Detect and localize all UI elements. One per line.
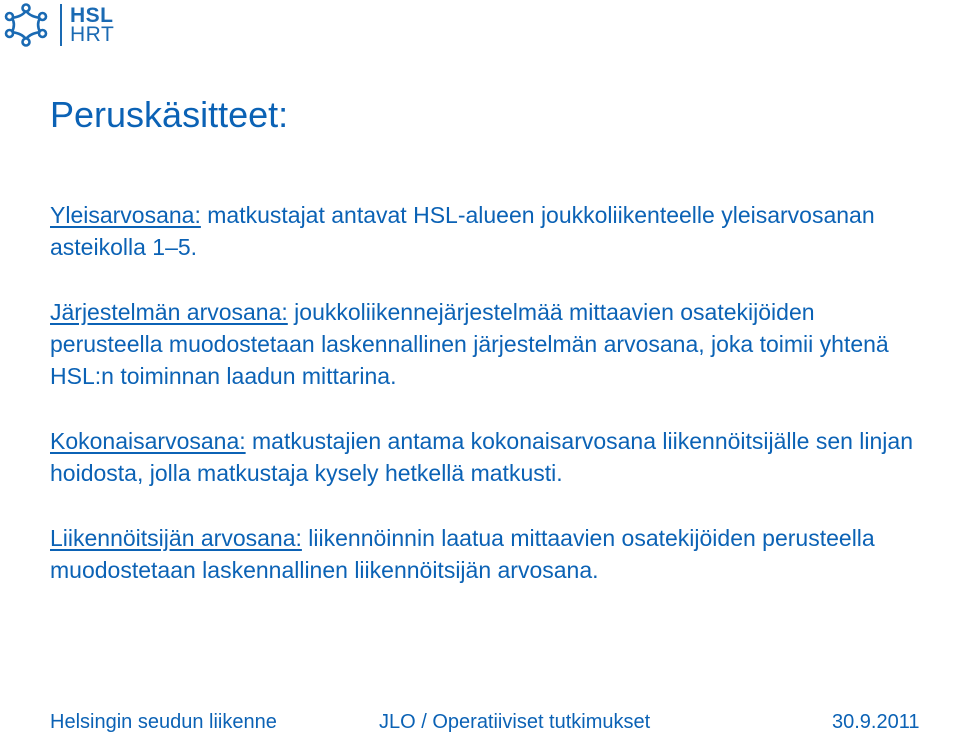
definition-text-jarjestelman-arvosana: joukkoliikennejärjestelmää mittaavien osatekijöiden perusteella muodostetaan laskennallinen järjestelmän arvosana, joka toimii yhtenä HSL:n toiminnan laadun mittarina. <box>50 299 889 389</box>
hsl-logo <box>4 2 114 48</box>
logo-line-hrt: HRT <box>70 23 115 46</box>
logo-line-hsl: HSL <box>70 4 114 27</box>
definition-jarjestelman-arvosana <box>50 296 930 392</box>
definition-text-yleisarvosana: matkustajat antavat HSL-alueen joukkoliikenteelle yleisarvosanan asteikolla 1–5. <box>50 202 875 260</box>
definition-liikennoitsijan-arvosana <box>50 522 930 586</box>
term-kokonaisarvosana: Kokonaisarvosana: <box>50 428 246 454</box>
definition-yleisarvosana <box>50 199 930 263</box>
definition-text-liikennoitsijan-arvosana: liikennöinnin laatua mittaavien osatekijöiden perusteella muodostetaan laskennallinen liikennöitsijän arvosana. <box>50 525 875 583</box>
logo-wordmark <box>70 6 114 44</box>
term-liikennoitsijan-arvosana: Liikennöitsijän arvosana: <box>50 525 302 551</box>
term-yleisarvosana: Yleisarvosana: <box>50 202 201 228</box>
logo-divider <box>60 4 62 46</box>
footer-department: JLO / Operatiiviset tutkimukset <box>379 711 651 733</box>
definition-kokonaisarvosana <box>50 425 930 489</box>
hsl-snowflake-icon <box>4 3 48 47</box>
slide-body <box>50 199 930 619</box>
footer-date: 30.9.2011 <box>832 711 920 733</box>
footer-organization: Helsingin seudun liikenne <box>50 711 277 733</box>
definition-text-kokonaisarvosana: matkustajien antama kokonaisarvosana liikennöitsijälle sen linjan hoidosta, jolla matkustaja kysely hetkellä matkusti. <box>50 428 913 486</box>
slide-title: Peruskäsitteet: <box>50 94 289 135</box>
term-jarjestelman-arvosana: Järjestelmän arvosana: <box>50 299 288 325</box>
